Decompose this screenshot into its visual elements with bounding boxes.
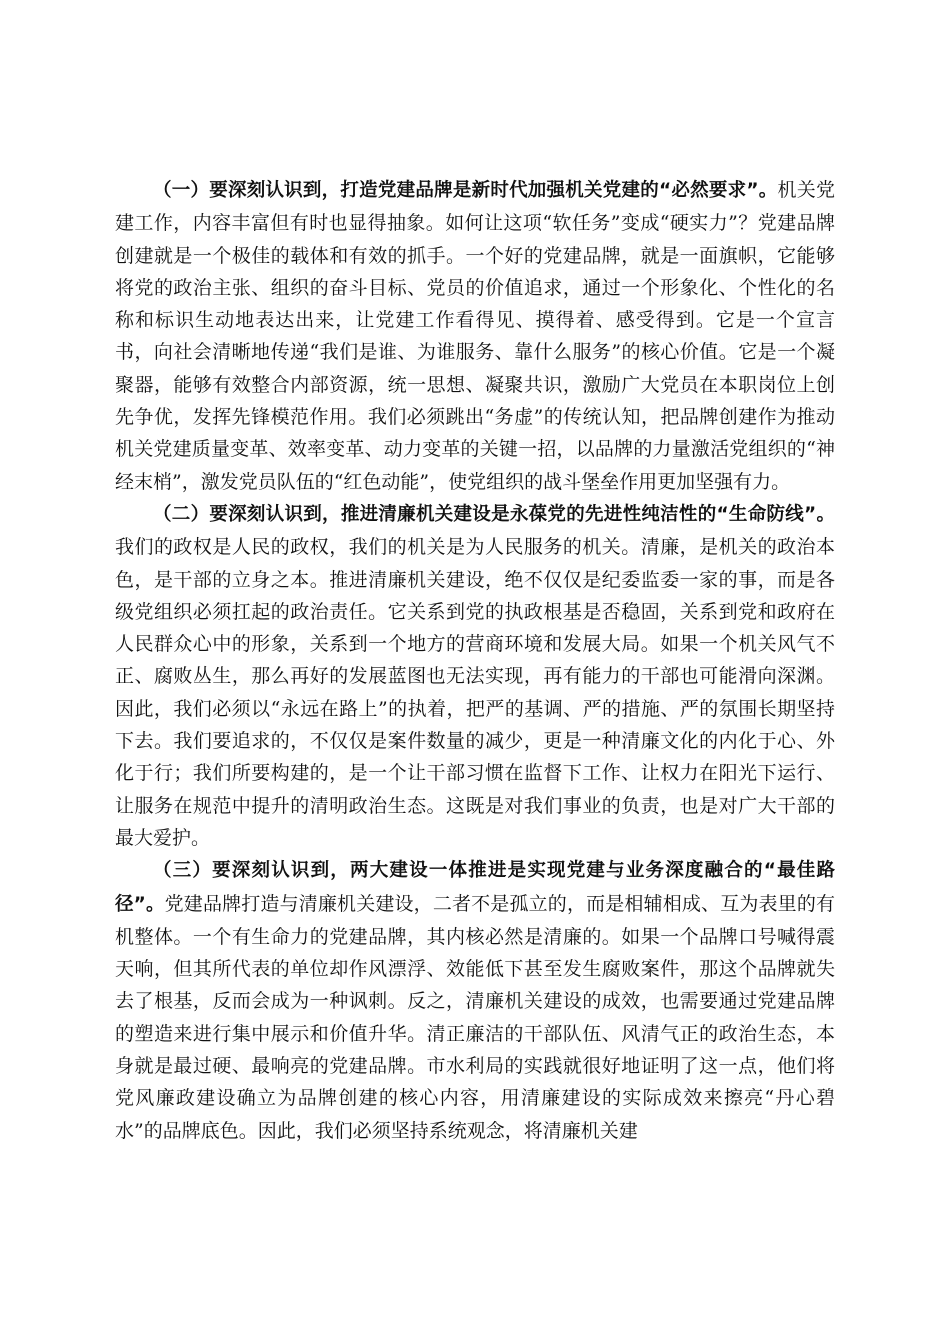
paragraph-one-body: 机关党建工作，内容丰富但有时也显得抽象。如何让这项“软任务”变成“硬实力”？党建品牌创建就是一个极佳的载体和有效的抓手。一个好的党建品牌，就是一面旗帜，它能够将党的政治主张、组织的奋斗目标、党员的价值追求，通过一个形象化、个性化的名称和标识生动地表达出来，让党建工作看得见、摸得着、感受得到。它是一个宣言书，向社会清晰地传递“我们是谁、为谁服务、靠什么服务”的核心价值。它是一个凝聚器，能够有效整合内部资源，统一思想、凝聚共识，激励广大党员在本职岗位上创先争优，发挥先锋模范作用。我们必须跳出“务虚”的传统认知，把品牌创建作为推动机关党建质量变革、效率变革、动力变革的关键一招，以品牌的力量激活党组织的“神经末梢”，激发党员队伍的“红色动能”，使党组织的战斗堡垒作用更加坚强有力。 (115, 179, 835, 493)
document-page (115, 174, 835, 1147)
paragraph-one (115, 174, 835, 498)
paragraph-two-heading: （二）要深刻认识到，推进清廉机关建设是永葆党的先进性纯洁性的“生命防线”。 (153, 503, 835, 525)
paragraph-three-body: 党建品牌打造与清廉机关建设，二者不是孤立的，而是相辅相成、互为表里的有机整体。一个有生命力的党建品牌，其内核必然是清廉的。如果一个品牌口号喊得震天响，但其所代表的单位却作风漂浮、效能低下甚至发生腐败案件，那这个品牌就失去了根基，反而会成为一种讽刺。反之，清廉机关建设的成效，也需要通过党建品牌的塑造来进行集中展示和价值升华。清正廉洁的干部队伍、风清气正的政治生态，本身就是最过硬、最响亮的党建品牌。市水利局的实践就很好地证明了这一点，他们将党风廉政建设确立为品牌创建的核心内容，用清廉建设的实际成效来擦亮“丹心碧水”的品牌底色。因此，我们必须坚持系统观念，将清廉机关建 (115, 892, 835, 1142)
paragraph-one-heading: （一）要深刻认识到，打造党建品牌是新时代加强机关党建的“必然要求”。 (153, 180, 778, 201)
paragraph-two-body: 我们的政权是人民的政权，我们的机关是为人民服务的机关。清廉，是机关的政治本色，是干部的立身之本。推进清廉机关建设，绝不仅仅是纪委监委一家的事，而是各级党组织必须扛起的政治责任。它关系到党的执政根基是否稳固，关系到党和政府在人民群众心中的形象，关系到一个地方的营商环境和发展大局。如果一个机关风气不正、腐败丛生，那么再好的发展蓝图也无法实现，再有能力的干部也可能滑向深渊。因此，我们必须以“永远在路上”的执着，把严的基调、严的措施、严的氛围长期坚持下去。我们要追求的，不仅仅是案件数量的减少，更是一种清廉文化的内化于心、外化于行；我们所要构建的，是一个让干部习惯在监督下工作、让权力在阳光下运行、让服务在规范中提升的清明政治生态。这既是对我们事业的负责，也是对广大干部的最大爱护。 (115, 536, 835, 849)
paragraph-three (115, 854, 835, 1147)
paragraph-three-heading: （三）要深刻认识到，两大建设一体推进是实现党建与业务深度融合的“最佳路径”。 (115, 860, 835, 915)
paragraph-two (115, 498, 835, 854)
